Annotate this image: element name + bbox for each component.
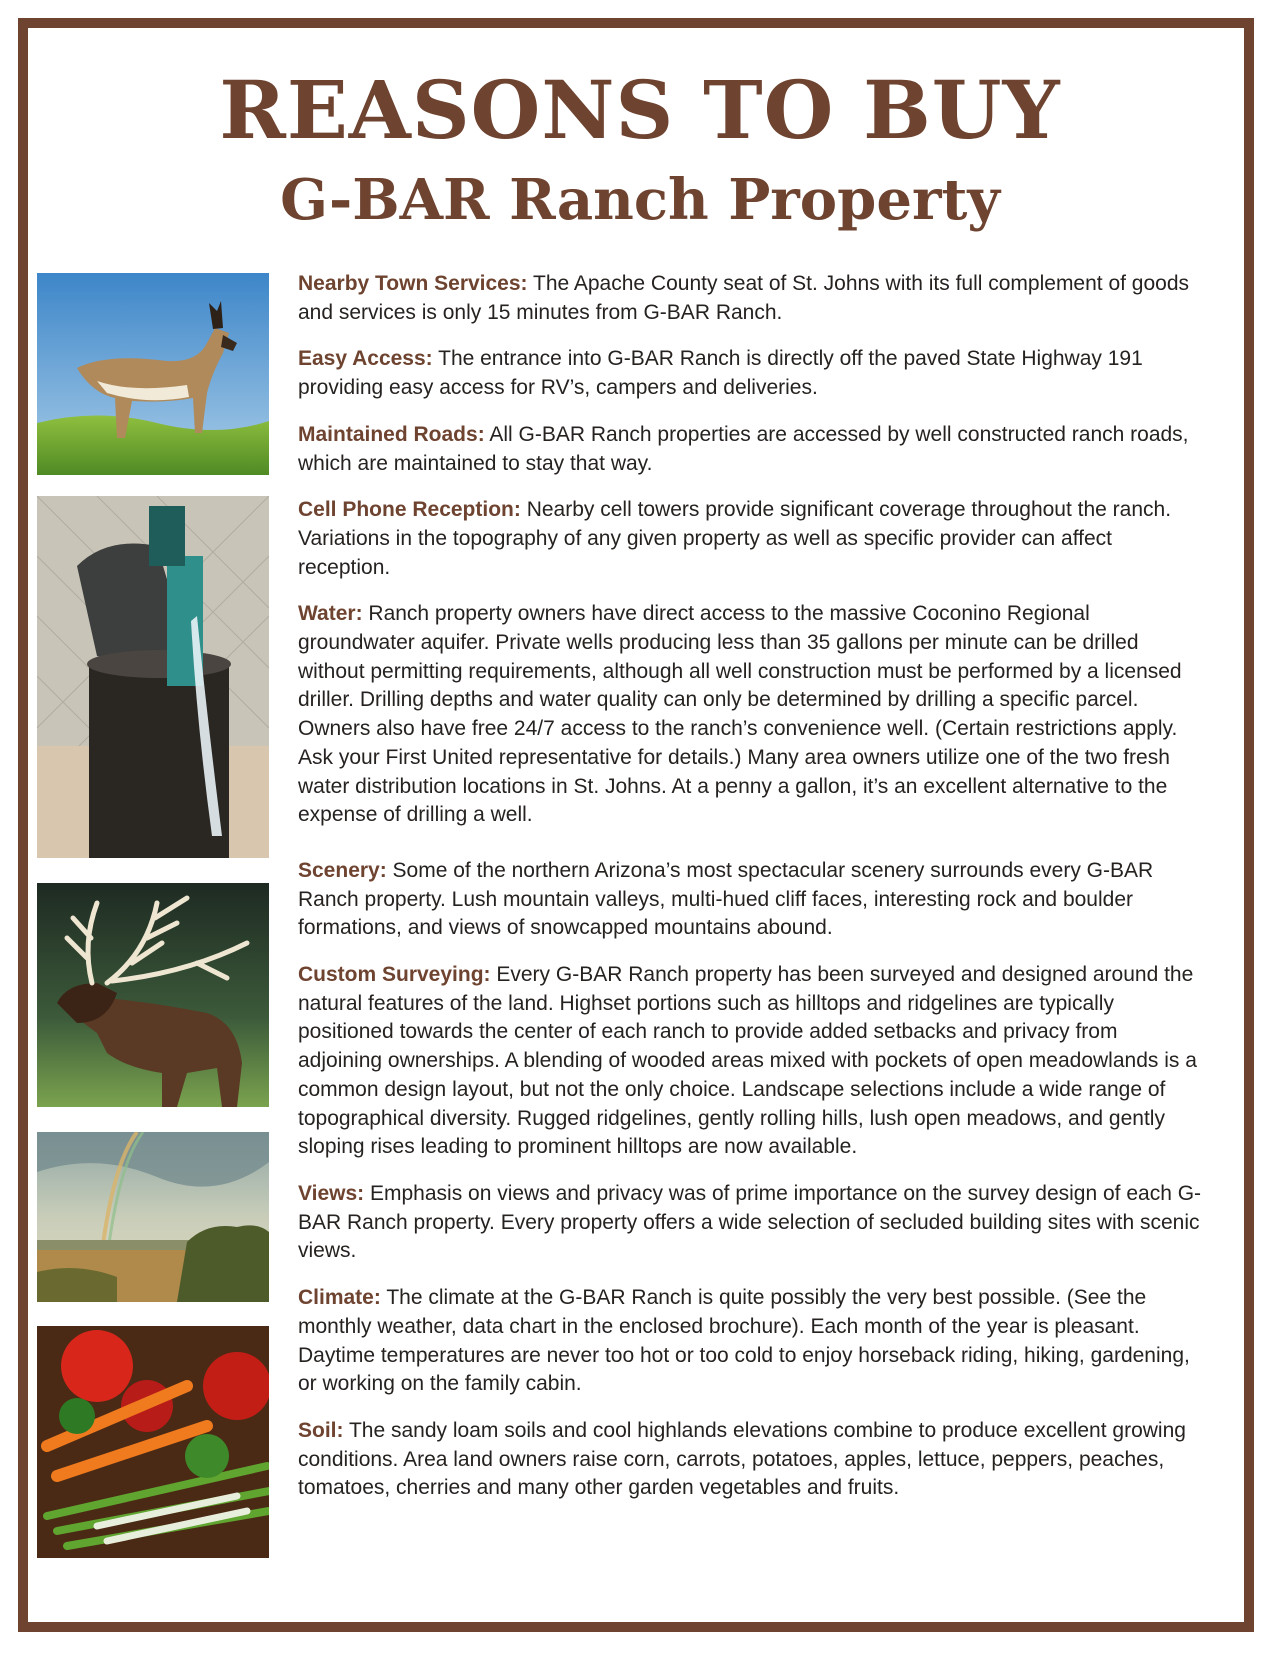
reason-text: The Apache County seat of St. Johns with its full complement of goods and services is only 15 minutes from G-BAR Ranch. [298, 272, 1190, 324]
reason-label: Cell Phone Reception: [298, 498, 521, 522]
reason-climate [298, 1284, 1203, 1399]
reason-label: Views: [298, 1181, 365, 1205]
reason-scenery [298, 857, 1203, 943]
page-subtitle: G-BAR Ranch Property [280, 167, 1000, 233]
reason-easy-access [298, 345, 1203, 402]
reason-soil [298, 1417, 1203, 1503]
elk-photo [37, 883, 269, 1107]
reason-text: The sandy loam soils and cool highlands elevations combine to produce excellent growing conditions. Area land owners raise corn, carrots, potatoes, apples, lettuce, peppers, peaches, tomatoes, cherries and many other garden vegetables and fruits. [298, 1418, 1186, 1500]
reason-text: Some of the northern Arizona’s most spectacular scenery surrounds every G-BAR Ranch property. Lush mountain valleys, multi-hued cliff faces, interesting rock and boulder formations, and views of snowcapped mountains abound. [298, 858, 1154, 940]
page-title: REASONS TO BUY [219, 63, 1061, 157]
reason-custom-surveying [298, 961, 1203, 1162]
reason-label: Soil: [298, 1418, 344, 1442]
reasons-list [298, 270, 1203, 1521]
water-well-photo [37, 496, 269, 858]
reason-views [298, 1180, 1203, 1266]
reason-text: Nearby cell towers provide significant coverage throughout the ranch. Variations in the topography of any given property as well as specific provider can affect reception. [298, 498, 1172, 579]
reason-text: The climate at the G-BAR Ranch is quite possibly the very best possible. (See the monthly weather, data chart in the enclosed brochure). Each month of the year is pleasant. Daytime temperatures are never too hot or too cold to enjoy horseback riding, hiking, gardening, or working on the family cabin. [298, 1286, 1190, 1396]
reason-text: All G-BAR Ranch properties are accessed by well constructed ranch roads, which are maintained to stay that way. [298, 422, 1189, 475]
reason-cell-reception [298, 496, 1203, 582]
reason-label: Water: [298, 602, 363, 626]
reason-water [298, 600, 1203, 830]
reason-label: Nearby Town Services: [298, 272, 528, 295]
reason-label: Climate: [298, 1286, 381, 1310]
reason-maintained-roads [298, 421, 1203, 478]
pronghorn-photo [37, 273, 269, 475]
reason-text: Emphasis on views and privacy was of prime importance on the survey design of each G-BAR Ranch property. Every property offers a wide selection of secluded building sites with scenic views. [298, 1181, 1202, 1263]
reason-text: The entrance into G-BAR Ranch is directly off the paved State Highway 191 providing easy access for RV’s, campers and deliveries. [298, 347, 1143, 400]
reason-label: Maintained Roads: [298, 422, 485, 446]
reason-text: Ranch property owners have direct access to the massive Coconino Regional groundwater aquifer. Private wells producing less than 35 gallons per minute can be drilled without permitting requirements, although all well construction must be performed by a licensed driller. Drilling depths and water quality can only be determined by drilling a specific parcel. Owners also have free 24/7 access to the ranch’s convenience well. (Certain restrictions apply. Ask your First United representative for details.) Many area owners utilize one of the two fresh water distribution locations in St. Johns. At a penny a gallon, it’s an excellent alternative to the expense of drilling a well. [298, 602, 1182, 827]
reason-text: Every G-BAR Ranch property has been surveyed and designed around the natural features of the land. Highset portions such as hilltops and ridgelines are typically positioned towards the center of each ranch to provide added setbacks and privacy from adjoining ownerships. A blending of wooded areas mixed with pockets of open meadowlands is a common design layout, but not the only choice. Landscape selections include a wide range of topographical diversity. Rugged ridgelines, gently rolling hills, lush open meadows, and gently sloping rises leading to prominent hilltops are now available. [298, 963, 1197, 1159]
reason-label: Easy Access: [298, 347, 433, 371]
reason-label: Scenery: [298, 858, 387, 882]
reason-town-services [298, 270, 1203, 327]
vegetables-photo [37, 1326, 269, 1558]
rainbow-landscape-photo [37, 1132, 269, 1302]
reason-label: Custom Surveying: [298, 963, 491, 987]
